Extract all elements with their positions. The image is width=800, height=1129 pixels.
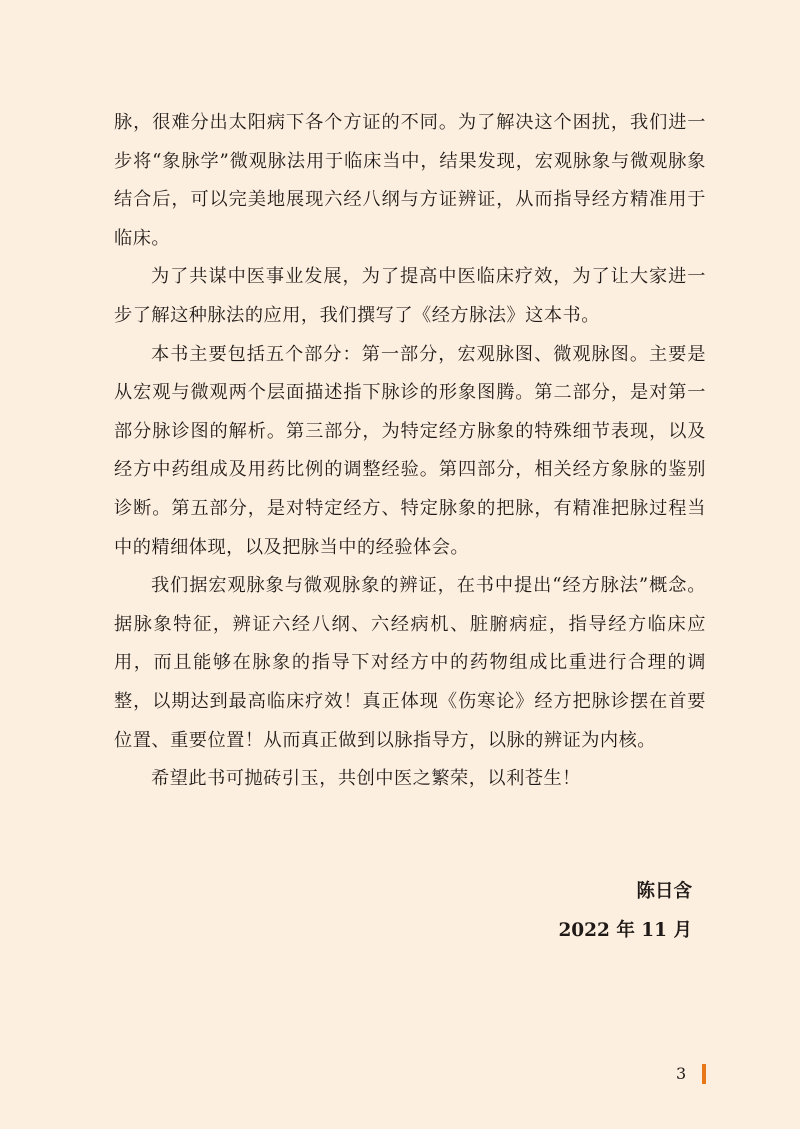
paragraph-5: 希望此书可抛砖引玉，共创中医之繁荣，以利苍生！	[151, 768, 581, 790]
paragraph-3: 本书主要包括五个部分：第一部分，宏观脉图、微观脉图。主要是从宏观与微观两个层面描述指下脉诊的形象图腾。第二部分，是对第一部分脉诊图的解析。第三部分，为特定经方脉象的特殊细节表现，以及经方中药组成及用药比例的调整经验。第四部分，相关经方象脉的鉴别诊断。第五部分，是对特定经方、特定脉象的把脉，有精准把脉过程当中的精细体现，以及把脉当中的经验体会。	[114, 343, 706, 558]
signature-block	[558, 873, 692, 950]
signature-date: 2022 年 11 月	[558, 919, 692, 941]
paragraph-2: 为了共谋中医事业发展，为了提高中医临床疗效，为了让大家进一步了解这种脉法的应用，我们撰写了《经方脉法》这本书。	[114, 266, 706, 326]
page-number: 3	[676, 1064, 687, 1083]
page-number-marker	[702, 1064, 706, 1084]
author-name: 陈日含	[636, 881, 692, 902]
paragraph-4: 我们据宏观脉象与微观脉象的辨证，在书中提出“经方脉法”概念。据脉象特征，辨证六经八纲、六经病机、脏腑病症，指导经方临床应用，而且能够在脉象的指导下对经方中的药物组成比重进行合理的调整，以期达到最高临床疗效！真正体现《伤寒论》经方把脉诊摆在首要位置、重要位置！从而真正做到以脉指导方，以脉的辨证为内核。	[114, 575, 706, 751]
paragraph-1: 脉，很难分出太阳病下各个方证的不同。为了解决这个困扰，我们进一步将“象脉学”微观脉法用于临床当中，结果发现，宏观脉象与微观脉象结合后，可以完美地展现六经八纲与方证辨证，从而指导经方精准用于临床。	[114, 112, 706, 249]
preface-body	[114, 104, 706, 799]
